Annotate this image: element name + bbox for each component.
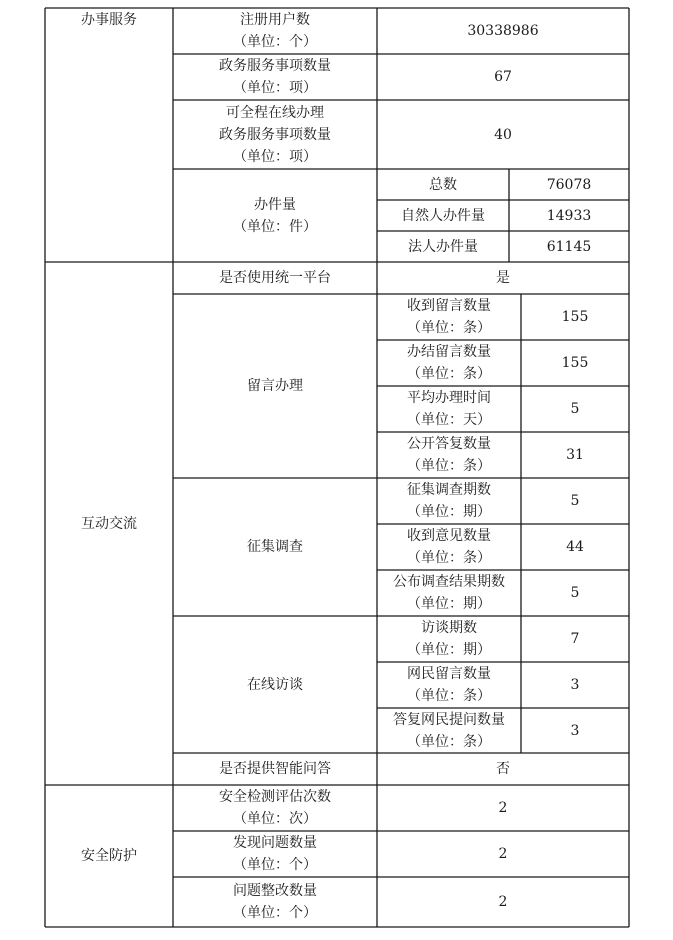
section-service-title: 办事服务: [81, 12, 137, 28]
label-text: 公开答复数量: [407, 436, 491, 452]
unit-text: （单位：个）: [233, 905, 317, 921]
item-count-value: 67: [494, 69, 512, 85]
label-text: 政务服务事项数量: [219, 58, 331, 74]
interview-netizen-msgs-value: 3: [570, 677, 580, 693]
label-text: 安全检测评估次数: [219, 789, 331, 805]
online-items-value: 40: [494, 127, 512, 143]
item-count-label: [219, 55, 331, 99]
messages-received-value: 155: [561, 309, 589, 325]
survey-label: 征集调查: [247, 539, 303, 555]
label-text: 可全程在线办理: [226, 105, 324, 121]
label-text: 办件量: [254, 197, 296, 213]
interview-answers-value: 3: [570, 723, 580, 739]
smart-qa-label: 是否提供智能问答: [219, 761, 331, 777]
security-checks-label: [219, 786, 331, 830]
survey-results-label: [393, 571, 505, 615]
handled-total-value: 76078: [546, 177, 592, 193]
online-items-label: [219, 102, 331, 168]
handled-label: [233, 194, 317, 238]
unit-text: （单位：件）: [233, 219, 317, 235]
unit-text: （单位：次）: [233, 811, 317, 827]
smart-qa-value: 否: [496, 761, 510, 777]
security-problems-value: 2: [498, 846, 508, 862]
interview-label: 在线访谈: [247, 677, 303, 693]
unit-text: （单位：期）: [407, 596, 491, 612]
interview-periods-value: 7: [570, 631, 580, 647]
interview-periods-label: [407, 617, 491, 661]
unit-text: （单位：个）: [233, 857, 317, 873]
messages-closed-label: [407, 341, 491, 385]
label-text: 网民留言数量: [407, 666, 491, 682]
label-text: 访谈期数: [421, 620, 477, 636]
label-text: 发现问题数量: [233, 835, 317, 851]
label-text: 答复网民提问数量: [393, 712, 505, 728]
handled-natural-value: 14933: [546, 208, 592, 224]
survey-opinions-label: [407, 525, 491, 569]
label-text: 政务服务事项数量: [219, 127, 331, 143]
label-text: 注册用户数: [240, 12, 310, 28]
label-text: 办结留言数量: [407, 344, 491, 360]
messages-public-replies-label: [407, 433, 491, 477]
security-fixed-value: 2: [498, 894, 508, 910]
unit-text: （单位：条）: [407, 550, 491, 566]
unit-text: （单位：期）: [407, 642, 491, 658]
messages-received-label: [407, 295, 491, 339]
section-security-title: 安全防护: [81, 848, 137, 864]
label-text: 公布调查结果期数: [393, 574, 505, 590]
registered-users-label: [233, 9, 317, 53]
interview-answers-label: [393, 709, 505, 753]
unit-text: （单位：条）: [407, 688, 491, 704]
unified-platform-value: 是: [496, 270, 510, 286]
label-text: 收到意见数量: [407, 528, 491, 544]
section-interaction-title: 互动交流: [81, 516, 137, 532]
unit-text: （单位：条）: [407, 366, 491, 382]
handled-total-label: 总数: [429, 177, 457, 193]
unit-text: （单位：个）: [233, 34, 317, 50]
label-text: 收到留言数量: [407, 298, 491, 314]
messages-avg-time-value: 5: [570, 401, 580, 417]
unified-platform-label: 是否使用统一平台: [219, 270, 331, 286]
interview-netizen-msgs-label: [407, 663, 491, 707]
security-fixed-label: [233, 880, 317, 924]
security-problems-label: [233, 832, 317, 876]
unit-text: （单位：天）: [407, 412, 491, 428]
survey-opinions-value: 44: [566, 539, 584, 555]
unit-text: （单位：项）: [233, 80, 317, 96]
handled-natural-label: 自然人办件量: [401, 208, 485, 224]
survey-periods-value: 5: [570, 493, 580, 509]
survey-periods-label: [407, 479, 491, 523]
unit-text: （单位：项）: [233, 149, 317, 165]
handled-legal-value: 61145: [546, 239, 592, 255]
messages-public-replies-value: 31: [566, 447, 584, 463]
unit-text: （单位：条）: [407, 320, 491, 336]
unit-text: （单位：条）: [407, 458, 491, 474]
registered-users-value: 30338986: [467, 23, 539, 39]
handled-legal-label: 法人办件量: [408, 239, 478, 255]
messages-avg-time-label: [407, 387, 491, 431]
survey-results-value: 5: [570, 585, 580, 601]
unit-text: （单位：条）: [407, 734, 491, 750]
label-text: 问题整改数量: [233, 883, 317, 899]
security-checks-value: 2: [498, 800, 508, 816]
unit-text: （单位：期）: [407, 504, 491, 520]
label-text: 平均办理时间: [407, 390, 491, 406]
messages-label: 留言办理: [247, 378, 303, 394]
label-text: 征集调查期数: [407, 482, 491, 498]
messages-closed-value: 155: [561, 355, 589, 371]
